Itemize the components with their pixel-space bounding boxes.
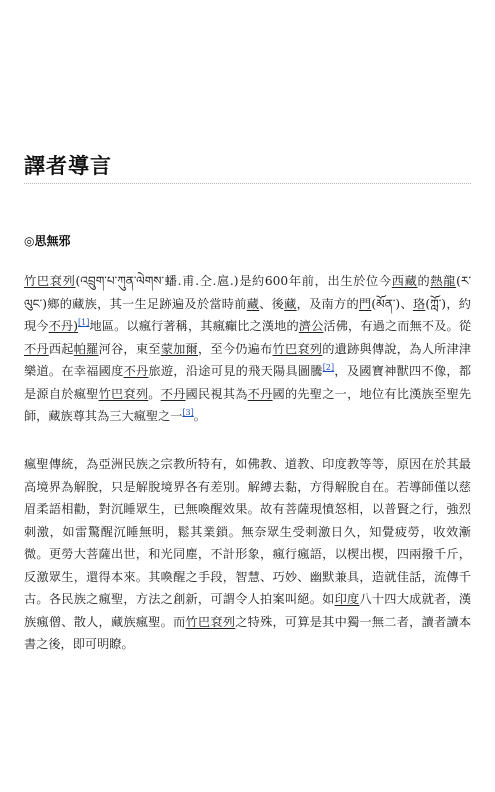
text-run: 、後 <box>259 296 285 311</box>
term-link[interactable]: 帕羅 <box>73 341 99 356</box>
term-link[interactable]: 不丹 <box>123 364 149 378</box>
text-run: (ར་ལུང་)鄉的藏族，其一生足跡遍及於當時前 <box>24 274 472 311</box>
paragraph-1 <box>24 270 471 428</box>
term-link[interactable]: 不丹 <box>48 319 74 333</box>
term-link[interactable]: 西藏 <box>391 274 418 288</box>
term-link[interactable]: 熱龍 <box>430 274 457 288</box>
term-link[interactable]: 竹巴袞列 <box>98 386 149 401</box>
term-link[interactable]: 不丹 <box>24 341 49 356</box>
term-link[interactable]: 竹巴袞列 <box>272 341 323 356</box>
footnote-ref-1[interactable]: [1] <box>78 317 90 327</box>
text-run: 地區。以瘋行著稱，其瘋癲比之漢地的 <box>89 319 299 333</box>
text-run: ，至今仍遍布 <box>197 341 273 356</box>
footnote-ref-3[interactable]: [3] <box>182 407 194 417</box>
term-link[interactable]: 不丹 <box>160 386 186 401</box>
text-run: ，及國寶神獸四不像，都是源自於瘋聖 <box>24 364 472 401</box>
author-byline: ◎思無邪 <box>24 234 71 248</box>
text-run: 瘋聖傳統，為亞洲民族之宗教所特有，如佛教、道教、印度教等等，原因在於其最高境界為解脫，只是解脫境界各有差別。解縛去黏，方得解脫自在。若導師僅以慈眉柔語相勸，對沉睡眾生，已無喚醒效果。故有菩薩現憤怒相，以普賢之行，強烈刺激，如雷驚醒沉睡無明，鬆其業鎖。無奈眾生受刺激日久，知覺疲勞，收效漸微。更勞大菩薩出世，和光同塵，不計形象，瘋行瘋語，以楔出楔，四兩撥千斤，反激眾生，還得本來。其喚醒之手段，智慧、巧妙、幽默兼具，造就佳話，流傳千古。各民族之瘋聖，方法之創新，可謂令人拍案叫絕。如 <box>24 457 471 606</box>
text-run: ，及南方的 <box>296 296 359 311</box>
page-title: 譯者導言 <box>24 153 112 178</box>
text-run: 國民視其為 <box>185 386 248 401</box>
text-run: 。 <box>148 386 161 401</box>
text-run: 西起 <box>48 341 74 356</box>
term-link[interactable]: 印度 <box>334 592 360 606</box>
text-run: 。 <box>193 409 206 423</box>
text-run: ) <box>73 319 79 333</box>
text-run: 蟠.甫.仝.扈.)是約600年前，出生於位今 <box>164 274 392 288</box>
term-link[interactable]: 藏 <box>246 296 260 311</box>
paragraph-2 <box>24 453 471 656</box>
footnote-ref-2[interactable]: [2] <box>322 362 335 372</box>
text-run: 旅遊，沿途可見的飛天陽具圖騰 <box>148 364 323 378</box>
term-link[interactable]: 珞 <box>412 296 426 311</box>
text-run: 的 <box>417 274 431 288</box>
term-link[interactable]: 濟公 <box>298 319 324 333</box>
text-run: 國的先聖之一，地位有比漢族至聖先師，藏族尊其為三大瘋聖之一 <box>24 386 472 423</box>
term-link[interactable]: 藏 <box>284 296 297 311</box>
term-link[interactable]: 蒙加爾 <box>160 341 198 356</box>
term-link[interactable]: 竹巴袞列 <box>24 274 76 288</box>
text-run: 活佛，有過之而無不及。從 <box>323 319 472 333</box>
text-run: (མོན་)、 <box>371 296 413 311</box>
text-run: 河谷，東至 <box>98 341 161 356</box>
term-link[interactable]: 門 <box>358 296 372 311</box>
text-run: 之特殊，可算是其中獨一無二者，讀者讀本書之後，即可明瞭。 <box>24 614 472 651</box>
term-link[interactable]: 竹巴袞列 <box>185 614 236 629</box>
text-run: (འབྲུག་པ་ཀུན་ལེགས་ <box>75 274 165 288</box>
text-run: 八十四大成就者，漢族瘋僧、散人，藏族瘋聖。而 <box>24 592 472 629</box>
text-run: (ཀློ་)，約現今 <box>24 296 471 333</box>
text-run: 的遺跡與傳說，為人所津津樂道。在幸福國度 <box>24 341 472 378</box>
term-link[interactable]: 不丹 <box>247 386 273 401</box>
title-divider <box>24 183 471 184</box>
